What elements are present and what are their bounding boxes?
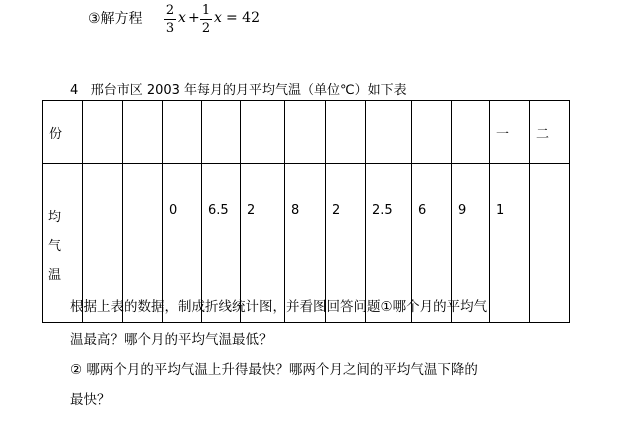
month-cell xyxy=(123,101,163,164)
temperature-row-label: 均 气 温 xyxy=(43,164,83,323)
temperature-cell: 9 xyxy=(452,164,490,323)
question-paragraph-1: 根据上表的数据，制成折线统计图，并看图回答问题①哪个月的平均气 xyxy=(70,299,488,315)
month-cell-11: 一 xyxy=(490,101,530,164)
month-cell-12: 二 xyxy=(530,101,570,164)
temperature-cell: 6 xyxy=(412,164,452,323)
question-paragraph-2: 温最高？哪个月的平均气温最低？ xyxy=(70,332,273,348)
temperature-cell: 1 xyxy=(490,164,530,323)
equation-rhs: = 42 xyxy=(226,10,260,26)
question-paragraph-3: ② 哪两个月的平均气温上升得最快？哪两个月之间的平均气温下降的 xyxy=(70,362,478,378)
temperature-cell: 0 xyxy=(163,164,202,323)
question-text: 邢台市区 2003 年每月的月平均气温（单位℃）如下表 xyxy=(90,83,407,98)
question-title xyxy=(70,79,407,98)
month-row xyxy=(43,101,570,164)
plus-sign: + xyxy=(188,10,200,26)
temperature-cell: 2 xyxy=(326,164,366,323)
month-cell xyxy=(241,101,285,164)
temperature-cell: 6.5 xyxy=(202,164,241,323)
month-cell xyxy=(412,101,452,164)
month-cell xyxy=(452,101,490,164)
month-cell xyxy=(285,101,326,164)
fraction-one-half: 1 2 xyxy=(201,3,211,36)
variable-x-2: x xyxy=(214,10,222,26)
temperature-cell: 2.5 xyxy=(366,164,412,323)
month-cell xyxy=(163,101,202,164)
month-cell xyxy=(83,101,123,164)
equation-label: ③解方程 xyxy=(88,11,143,27)
question-paragraph-4: 最快？ xyxy=(70,392,111,408)
month-cell xyxy=(202,101,241,164)
temperature-cell xyxy=(530,164,570,323)
variable-x-1: x xyxy=(178,10,186,26)
question-number: 4 xyxy=(70,83,79,98)
temperature-cell: 2 xyxy=(241,164,285,323)
fraction-two-thirds: 2 3 xyxy=(165,3,175,36)
month-cell xyxy=(366,101,412,164)
temperature-cell: 8 xyxy=(285,164,326,323)
month-cell xyxy=(326,101,366,164)
temperature-table xyxy=(42,100,570,323)
month-row-label: 份 xyxy=(43,101,83,164)
